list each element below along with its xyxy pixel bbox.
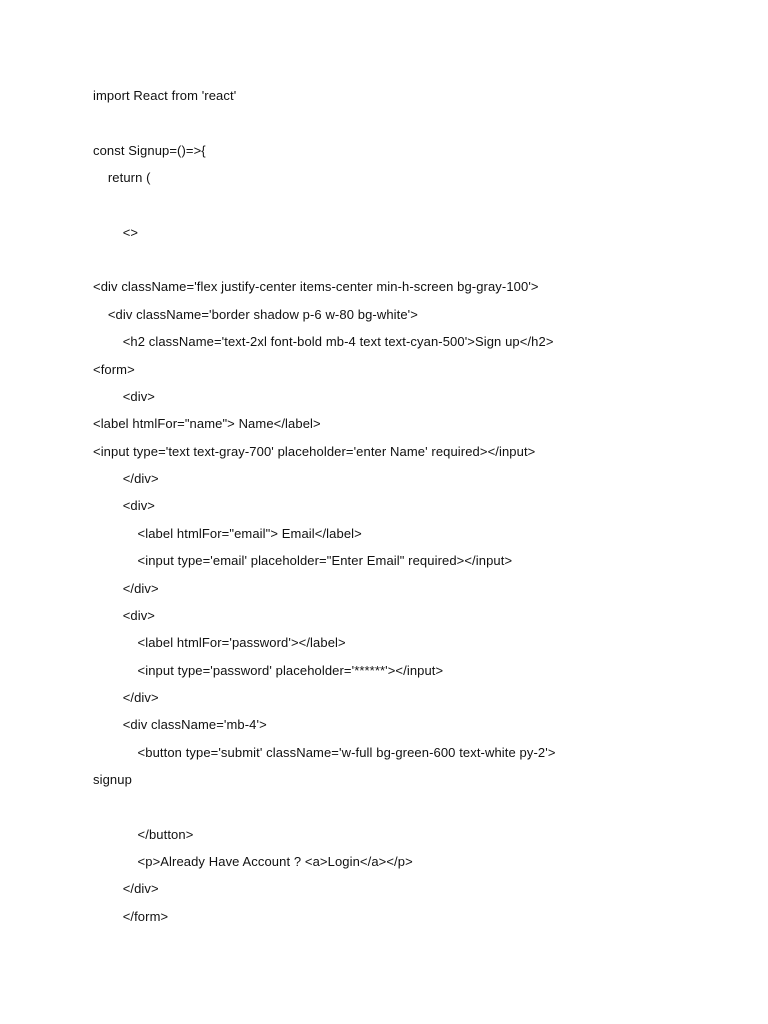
code-line-const-signup: const Signup=()=>{ bbox=[93, 143, 206, 158]
code-line-input-name: <input type='text text-gray-700' placeholder='enter Name' required></input> bbox=[93, 444, 536, 459]
code-line-div-close-2: </div> bbox=[93, 581, 159, 596]
code-line-label-name: <label htmlFor="name"> Name</label> bbox=[93, 416, 321, 431]
code-line-form-close: </form> bbox=[93, 909, 169, 924]
code-line-fragment-open: <> bbox=[93, 225, 139, 240]
code-line-div-close-3: </div> bbox=[93, 690, 159, 705]
code-line-div-open-3: <div> bbox=[93, 608, 155, 623]
code-line-input-email: <input type='email' placeholder="Enter Email" required></input> bbox=[93, 553, 513, 568]
code-line-div-mb4: <div className='mb-4'> bbox=[93, 717, 267, 732]
code-line-button-close: </button> bbox=[93, 827, 194, 842]
code-line-button-open: <button type='submit' className='w-full bg-green-600 text-white py-2'> bbox=[93, 745, 556, 760]
code-line-heading: <h2 className='text-2xl font-bold mb-4 text text-cyan-500'>Sign up</h2> bbox=[93, 334, 554, 349]
code-line-import: import React from 'react' bbox=[93, 88, 237, 103]
code-line-div-open-2: <div> bbox=[93, 498, 155, 513]
code-line-card-div: <div className='border shadow p-6 w-80 bg-white'> bbox=[93, 307, 418, 322]
code-line-div-close-4: </div> bbox=[93, 881, 159, 896]
code-line-button-text: signup bbox=[93, 772, 132, 787]
code-line-label-email: <label htmlFor="email"> Email</label> bbox=[93, 526, 362, 541]
code-line-input-password: <input type='password' placeholder='******'></input> bbox=[93, 663, 444, 678]
code-line-login-paragraph: <p>Already Have Account ? <a>Login</a></p> bbox=[93, 854, 413, 869]
code-line-return: return ( bbox=[93, 170, 151, 185]
code-line-form-open: <form> bbox=[93, 362, 135, 377]
code-line-outer-div: <div className='flex justify-center items-center min-h-screen bg-gray-100'> bbox=[93, 279, 539, 294]
code-line-div-close-1: </div> bbox=[93, 471, 159, 486]
code-line-label-password: <label htmlFor='password'></label> bbox=[93, 635, 346, 650]
code-line-div-open-1: <div> bbox=[93, 389, 155, 404]
